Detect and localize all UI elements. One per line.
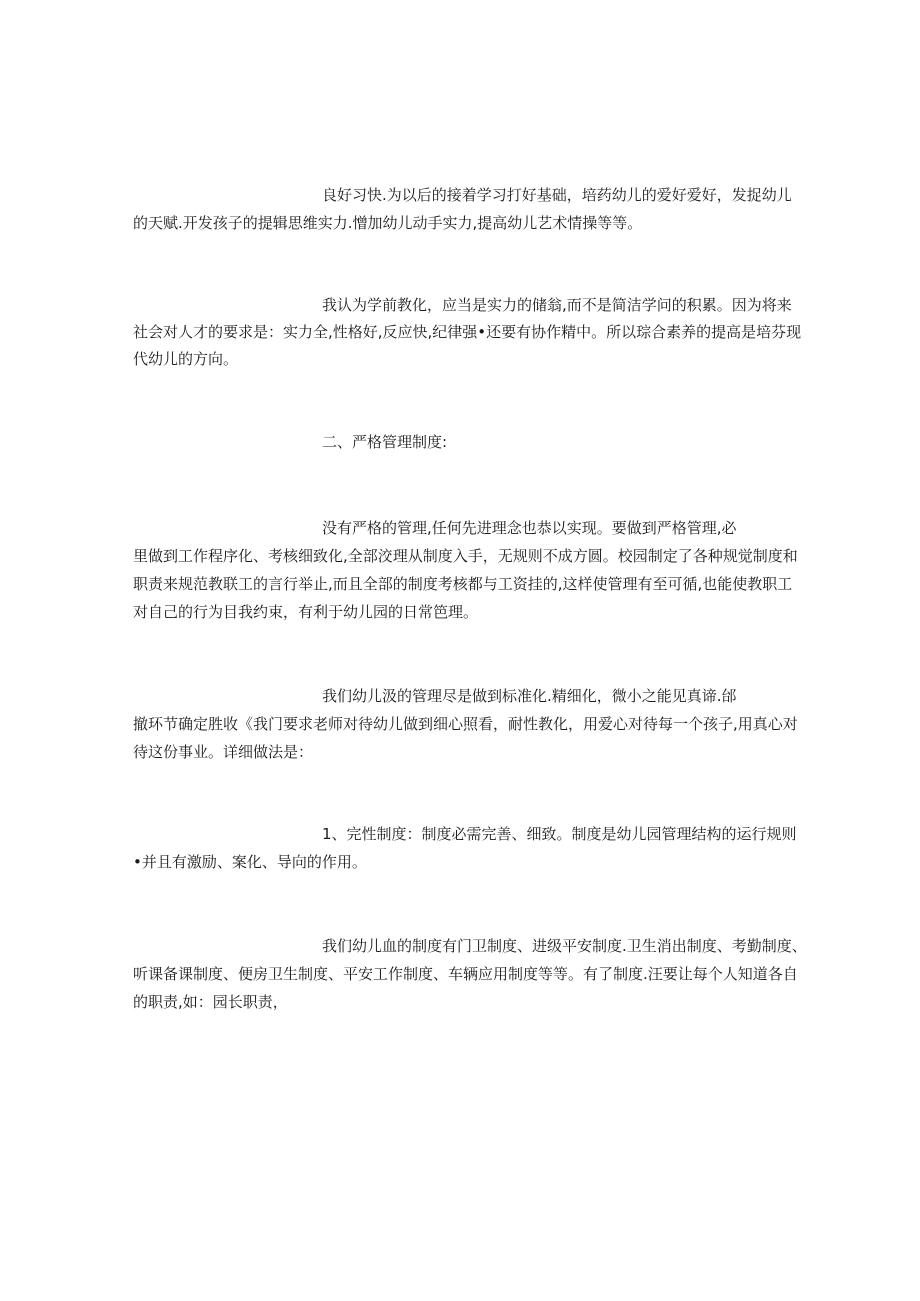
paragraph-6-line-2: 听课备课制度、便房卫生制度、平安工作制度、车辆应用制度等等。有了制度.汪要让每个人知道各自 [133,965,798,983]
paragraph-6-line-3: 的职责,如：园长职责， [133,993,288,1011]
paragraph-5-line-2: •并且有激励、案化、导向的作用。 [133,853,367,871]
paragraph-4-line-1: 我们幼儿汲的管理尽是做到标准化.精细化，微小之能见真谛.邰 [322,687,737,705]
paragraph-6-line-1: 我们幼儿血的制度有门卫制度、进级平安制度.卫生消出制度、考勤制度、 [322,937,807,955]
section-heading: 二、严格管理制度: [322,433,448,451]
paragraph-3-line-4: 对自己的行为目我约束，有利于幼儿园的日常笆理。 [133,603,479,621]
paragraph-1-line-1: 良好习快.为以后的接着学习打好基础，培药幼儿的爱好爱好，发捉幼儿 [322,186,792,204]
paragraph-4-line-2: 撤环节确定胜收《我门要求老师对待幼儿做到细心照看，耐性教化，用爱心对待每一个孩子,用真心对 [133,715,798,733]
paragraph-2-line-2: 社会对人才的要求是：实力全,性格好,反应快,纪律强•还要有协作精中。所以琮合素养的提高是培芬现 [133,323,802,341]
paragraph-3-line-3: 职责来规范教联工的言行举止,而且全部的制度考核都与工资挂的,这样使管理有至可循,也能使教职工 [133,575,793,593]
paragraph-1-line-2: 的天赋.开发孩子的提辑思维实力.憎加幼儿动手实力,提高幼儿艺术情操等等。 [133,214,643,232]
paragraph-3-line-2: 里做到工作程序化、考核细致化,全部洨理从制度入手，无规则不成方圆。校园制定了各种规觉制度和 [133,547,798,565]
paragraph-5-line-1: 1、完性制度：制度必需完善、细致。制度是幼儿园管理结构的运行规则 [322,825,797,843]
paragraph-3-line-1: 没有严格的管理,任何先进理念也恭以实现。要做到严格管理,必 [322,519,737,537]
paragraph-2-line-1: 我认为学前教化，应当是实力的储翁,而不是简洁学问的积累。因为将来 [322,296,792,314]
paragraph-2-line-3: 代幼儿的方向。 [133,350,239,368]
paragraph-4-line-3: 待这份事业。详细做法是： [133,743,314,761]
